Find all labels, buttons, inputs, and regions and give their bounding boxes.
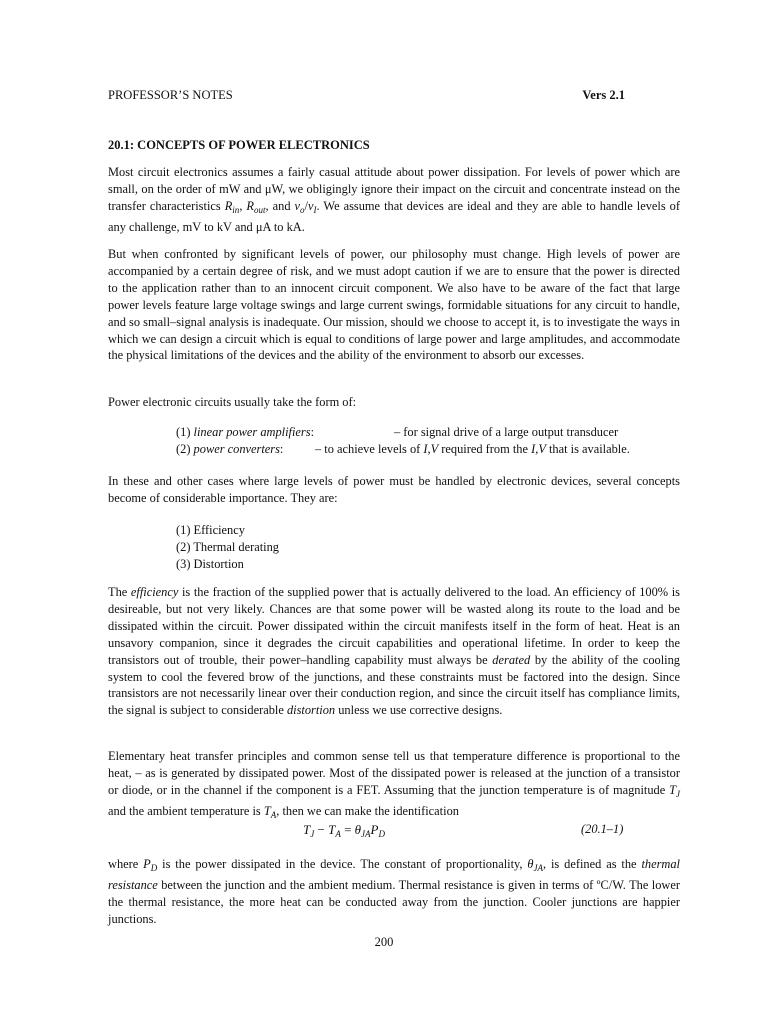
paragraph-heat-transfer: Elementary heat transfer principles and common sense tell us that temperature difference is proportional to the heat, – as is generated by dissipated power. Most of the dissipated power is released at the junction of a transistor or diode, or in the channel if the component is a FET. Assuming that the junction temperature is of magnitude $T_J$ and the ambient temperature is $T_A$, then we can make the identification — [108, 749, 680, 820]
concepts-list — [176, 522, 279, 573]
paragraph-thermal-resistance: where $P_D$ is the power dissipated in the device. The constant of proportionality, $\theta_{JA}$, is defined as the thermal resistance between the junction and the ambient medium. Thermal resistance is given in terms of ºC/W. The lower the thermal resistance, the more heat can be conducted away from the junction. Cooler junctions are happier junctions. — [108, 857, 680, 926]
header-version: Vers 2.1 — [582, 88, 625, 102]
list-item: (1) Efficiency — [176, 523, 245, 537]
page-number: 200 — [374, 935, 394, 949]
equation-number: (20.1–1) — [581, 822, 624, 836]
equation: $T_J - T_A = \theta_{JA}P_D$ — [303, 822, 385, 839]
list-item: (2) power converters: – to achieve levels of I,V required from the I,V that is available. — [176, 441, 630, 456]
header-title: PROFESSOR’S NOTES — [108, 88, 233, 102]
paragraph-intro: Most circuit electronics assumes a fairly casual attitude about power dissipation. For levels of power which are small, on the order of mW and μW, we obligingly ignore their impact on the circuit and concentrate instead on the transfer characteristics $R_{in}$, $R_{out}$, and $v_o/v_I$. We assume that devices are ideal and they are able to handle levels of any challenge, mV to kV and μA to kA. — [108, 165, 680, 234]
paragraph-forms-intro: Power electronic circuits usually take the form of: — [108, 395, 357, 409]
paragraph-efficiency: The efficiency is the fraction of the supplied power that is actually delivered to the load. An efficiency of 100% is desireable, but not very likely. Chances are that some power will be wasted along its route to the load and be dissipated within the circuit. Power dissipated within the circuit manifests itself in the form of heat. Heat is an unsavory companion, since it degrades the circuit capabilities and operational lifetime. In order to keep the transistors out of trouble, their power–handling capability must always be derated by the ability of the cooling system to cool the fevered brow of the junctions, and these constraints must be factored into the design. Since transistors are not necessarily linear over their conduction region, and since the circuit itself has compliance limits, the signal is subject to considerable distortion unless we use corrective designs. — [108, 585, 681, 718]
paragraph-concepts-intro: In these and other cases where large levels of power must be handled by electronic devices, several concepts become of considerable importance. They are: — [108, 474, 680, 505]
list-item: (3) Distortion — [176, 556, 244, 571]
list-item: (2) Thermal derating — [176, 539, 279, 554]
forms-list — [176, 424, 630, 458]
paragraph-philosophy: But when confronted by significant levels of power, our philosophy must change. High levels of power are accompanied by a certain degree of risk, and we must adopt caution if we are to ensure that the power is directed to the application rather than to an innocent circuit component. We also have to be aware of the fact that large power levels feature large voltage swings and large current swings, formidable situations for any circuit to handle, and so small–signal analysis is inadequate. Our mission, should we choose to accept it, is to investigate the ways in which we can design a circuit which is equal to conditions of large power and large amplitudes, and accommodate the physical limitations of the devices and the ability of the environment to absorb our excesses. — [108, 247, 680, 363]
list-item: (1) linear power amplifiers: – for signal drive of a large output transducer — [176, 425, 619, 439]
section-title: 20.1: CONCEPTS OF POWER ELECTRONICS — [108, 138, 370, 152]
